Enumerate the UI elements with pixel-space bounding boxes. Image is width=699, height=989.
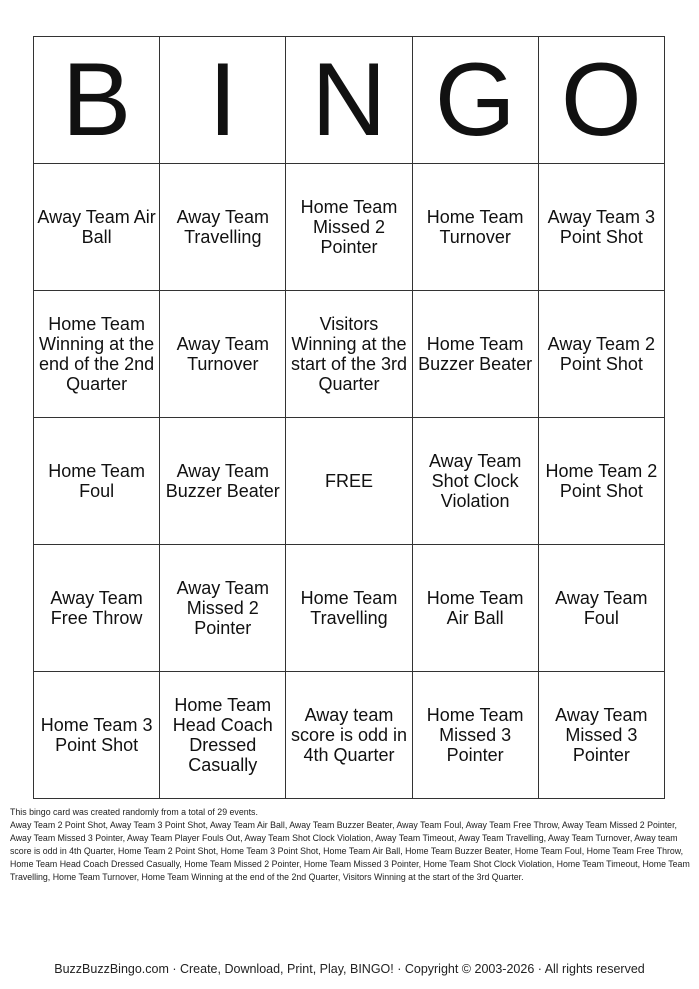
bingo-cell: Away Team 3 Point Shot xyxy=(538,164,664,291)
bingo-row-3 xyxy=(34,418,665,545)
header-letter-o: O xyxy=(538,37,664,164)
bingo-cell: Home Team Travelling xyxy=(286,545,412,672)
bingo-header-row xyxy=(34,37,665,164)
bingo-cell: Home Team 3 Point Shot xyxy=(34,672,160,799)
bingo-card xyxy=(33,36,665,799)
bingo-cell: Home Team Winning at the end of the 2nd Quarter xyxy=(34,291,160,418)
bingo-cell: Visitors Winning at the start of the 3rd Quarter xyxy=(286,291,412,418)
bingo-cell: Home Team Head Coach Dressed Casually xyxy=(160,672,286,799)
bingo-cell: Away team score is odd in 4th Quarter xyxy=(286,672,412,799)
footer-copyright: BuzzBuzzBingo.com · Create, Download, Print, Play, BINGO! · Copyright © 2003-2026 · All rights reserved xyxy=(54,962,645,976)
bingo-cell: Away Team Air Ball xyxy=(34,164,160,291)
bingo-cell: Home Team Foul xyxy=(34,418,160,545)
free-space-cell: FREE xyxy=(286,418,412,545)
bingo-cell: Home Team Air Ball xyxy=(412,545,538,672)
header-letter-b: B xyxy=(34,37,160,164)
bingo-cell: Home Team 2 Point Shot xyxy=(538,418,664,545)
card-info xyxy=(10,806,690,884)
bingo-cell: Away Team Missed 2 Pointer xyxy=(160,545,286,672)
bingo-cell: Away Team Free Throw xyxy=(34,545,160,672)
bingo-cell: Away Team Turnover xyxy=(160,291,286,418)
header-letter-g: G xyxy=(412,37,538,164)
bingo-cell: Away Team Buzzer Beater xyxy=(160,418,286,545)
bingo-cell: Home Team Buzzer Beater xyxy=(412,291,538,418)
bingo-row-1 xyxy=(34,164,665,291)
bingo-cell: Away Team Missed 3 Pointer xyxy=(538,672,664,799)
bingo-row-4 xyxy=(34,545,665,672)
bingo-cell: Away Team 2 Point Shot xyxy=(538,291,664,418)
bingo-cell: Home Team Missed 2 Pointer xyxy=(286,164,412,291)
bingo-cell: Away Team Shot Clock Violation xyxy=(412,418,538,545)
bingo-cell: Home Team Turnover xyxy=(412,164,538,291)
header-letter-i: I xyxy=(160,37,286,164)
card-info-events: Away Team 2 Point Shot, Away Team 3 Point Shot, Away Team Air Ball, Away Team Buzzer Beater, Away Team Foul, Away Team Free Throw, Away Team Missed 2 Pointer, Away Team Missed 3 Pointer, Away Team Player Fouls Out, Away Team Shot Clock Violation, Away Team Timeout, Away Team Travelling, Away Team Turnover, Away team score is odd in 4th Quarter, Home Team 2 Point Shot, Home Team 3 Point Shot, Home Team Air Ball, Home Team Buzzer Beater, Home Team Foul, Home Team Free Throw, Home Team Head Coach Dressed Casually, Home Team Missed 2 Pointer, Home Team Missed 3 Pointer, Home Team Shot Clock Violation, Home Team Timeout, Home Team Travelling, Home Team Turnover, Home Team Winning at the end of the 2nd Quarter, Visitors Winning at the start of the 3rd Quarter. xyxy=(10,820,690,882)
header-letter-n: N xyxy=(286,37,412,164)
bingo-cell: Away Team Foul xyxy=(538,545,664,672)
bingo-row-2 xyxy=(34,291,665,418)
bingo-cell: Away Team Travelling xyxy=(160,164,286,291)
bingo-row-5 xyxy=(34,672,665,799)
card-info-intro: This bingo card was created randomly from a total of 29 events. xyxy=(10,807,258,817)
bingo-cell: Home Team Missed 3 Pointer xyxy=(412,672,538,799)
